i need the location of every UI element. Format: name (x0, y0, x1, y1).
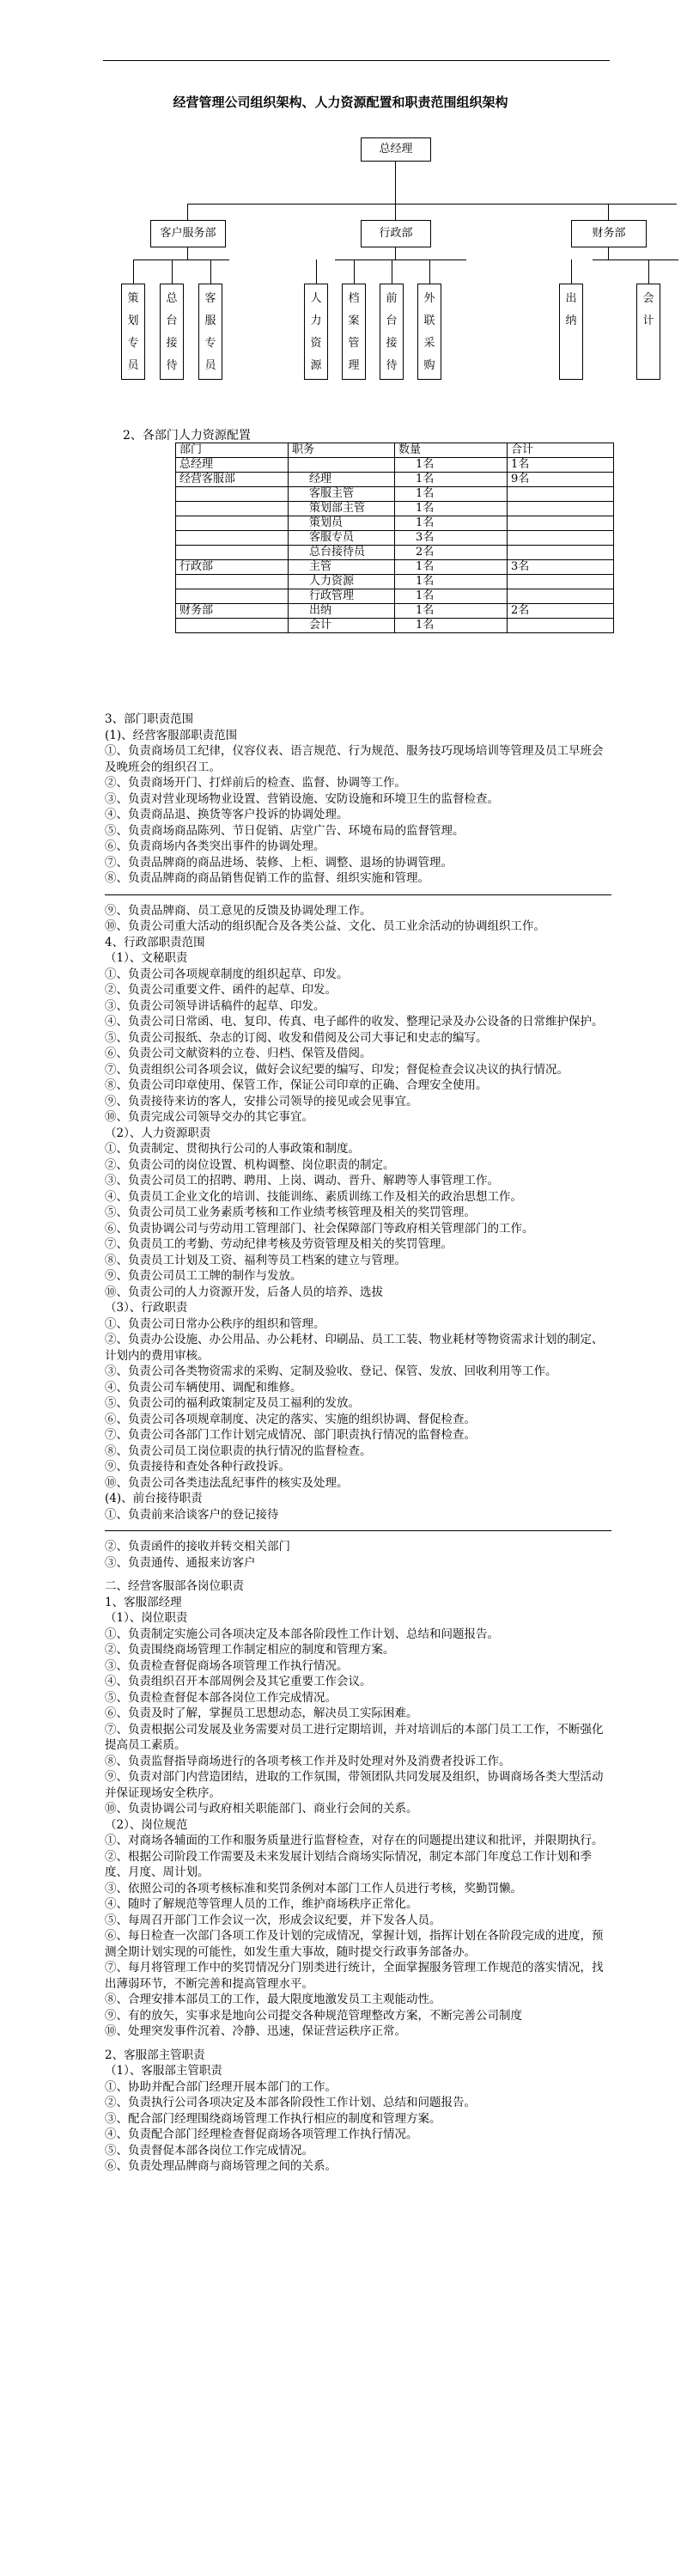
table-cell (508, 619, 614, 633)
org-sub-box: 客 服 专 员 (198, 284, 222, 380)
table-cell: 1名 (395, 575, 508, 589)
text-line: ⑥、负责商场内各类突出事件的协调处理。 (105, 839, 325, 853)
table-header-cell: 部门 (176, 443, 289, 458)
table-cell: 1名 (395, 516, 508, 531)
table-cell (176, 589, 289, 604)
text-line: ④、负责公司日常函、电、复印、传真、电子邮件的收发、整理记录及办公设备的日常维护保护。 (105, 1015, 604, 1029)
text-line: (1)、经营客服部职责范围 (105, 728, 238, 742)
text-line: ⑧、合理安排本部员工的工作，最大限度地激发员工主观能动性。 (105, 1993, 441, 2006)
text-line: ⑧、负责员工计划及工资、福利等员工档案的建立与管理。 (105, 1253, 406, 1267)
table-cell (176, 619, 289, 633)
text-line: ③、依照公司的各项考核标准和奖罚条例对本部门工作人员进行考核，奖勤罚懒。 (105, 1881, 522, 1895)
org-sub-box: 策 划 专 员 (121, 284, 145, 380)
table-cell: 策划部主管 (289, 502, 395, 516)
staffing-heading: 2、各部门人力资源配置 (123, 429, 251, 443)
text-line: ②、负责公司的岗位设置、机构调整、岗位职责的制定。 (105, 1157, 395, 1172)
table-row (176, 575, 614, 589)
table-cell: 1名 (395, 502, 508, 516)
text-line: ⑤、负责公司员工业务素质考核和工作业绩考核管理及相关的奖罚管理。 (105, 1206, 476, 1219)
table-cell: 1名 (395, 589, 508, 604)
table-cell: 2名 (395, 546, 508, 560)
table-cell: 行政管理 (289, 589, 395, 604)
table-cell (508, 502, 614, 516)
table-cell: 客服专员 (289, 531, 395, 546)
table-row (176, 604, 614, 619)
text-line: ①、负责公司各项规章制度的组织起草、印发。 (105, 967, 349, 981)
table-cell: 会计 (289, 619, 395, 633)
table-cell (508, 589, 614, 604)
text-line: ①、负责公司日常办公秩序的组织和管理。 (105, 1316, 325, 1331)
table-row (176, 531, 614, 546)
text-line: ①、对商场各辅面的工作和服务质量进行监督检查，对存在的问题提出建议和批评，并限期执行。 (105, 1834, 604, 1847)
table-cell: 3名 (508, 560, 614, 575)
text-line: ⑨、负责品牌商、员工意见的反馈及协调处理工作。 (105, 903, 372, 918)
table-row (176, 473, 614, 487)
org-sub-box: 档 案 管 理 (342, 284, 366, 380)
text-line: ⑩、负责协调公司与政府相关职能部门、商业行会间的关系。 (105, 1802, 418, 1816)
text-line: ①、协助并配合部门经理开展本部门的工作。 (105, 2079, 337, 2094)
table-cell: 总台接待员 (289, 546, 395, 560)
text-line: ⑤、负责检查督促本部各岗位工作完成情况。 (105, 1690, 337, 1705)
text-line: ⑩、负责公司各类违法乱纪事件的核实及处理。 (105, 1475, 349, 1490)
table-cell: 1名 (395, 619, 508, 633)
table-cell (508, 487, 614, 502)
text-line: ②、根据公司阶段工作需要及未来发展计划结合商场实际情况，制定本部门年度总工作计划和季度、月度、周计划。 (105, 1849, 592, 1879)
org-sub-box: 总 台 接 待 (160, 284, 184, 380)
table-row (176, 516, 614, 531)
text-line: 4、行政部职责范围 (105, 935, 205, 949)
section-divider (105, 894, 611, 895)
text-line: ⑨、有的放矢，实事求是地向公司提交各种规范管理整改方案，不断完善公司制度 (105, 2008, 522, 2023)
text-line: ⑨、负责公司员工工牌的制作与发放。 (105, 1269, 302, 1283)
table-row (176, 487, 614, 502)
text-line: ⑦、负责公司各部门工作计划完成情况、部门职责执行情况的监督检查。 (105, 1428, 476, 1442)
text-line: 3、部门职责范围 (105, 712, 194, 726)
text-line: （1）、文秘职责 (105, 951, 188, 965)
text-line: ⑤、负责督促本部各岗位工作完成情况。 (105, 2143, 313, 2158)
table-cell: 1名 (395, 473, 508, 487)
text-line: ⑩、负责公司的人力资源开发，后备人员的培养、选拔 (105, 1285, 383, 1299)
org-sub-box: 外 联 采 购 (417, 284, 441, 380)
text-line: ①、负责制定、贯彻执行公司的人事政策和制度。 (105, 1142, 360, 1156)
table-cell: 策划员 (289, 516, 395, 531)
text-line: ③、负责公司员工的招聘、聘用、上岗、调动、晋升、解聘等人事管理工作。 (105, 1174, 499, 1187)
table-cell: 1名 (395, 458, 508, 473)
table-header-cell: 职务 (289, 443, 395, 458)
text-line: ③、负责检查督促商场各项管理工作执行情况。 (105, 1658, 349, 1673)
table-cell (508, 516, 614, 531)
text-line: ②、负责函件的接收并转交相关部门 (105, 1540, 290, 1554)
text-line: ②、负责公司重要文件、函件的起草、印发。 (105, 983, 337, 997)
table-cell: 1名 (395, 560, 508, 575)
text-line: ①、负责商场员工纪律，仪容仪表、语言规范、行为规范、服务技巧现场培训等管理及员工早班会及晚班会的组织召工。 (105, 744, 604, 774)
text-line: ①、负责前来洽谈客户的登记接待 (105, 1507, 279, 1522)
text-line: （3）、行政职责 (105, 1301, 188, 1315)
table-cell (176, 487, 289, 502)
text-line: ⑧、负责品牌商的商品销售促销工作的监督、组织实施和管理。 (105, 871, 429, 885)
table-cell: 3名 (395, 531, 508, 546)
table-cell: 人力资源 (289, 575, 395, 589)
table-cell (176, 502, 289, 516)
text-line: ③、负责公司各类物资需求的采购、定制及验收、登记、保管、发放、回收利用等工作。 (105, 1364, 557, 1378)
text-line: ④、负责组织召开本部周例会及其它重要工作会议。 (105, 1675, 372, 1688)
org-dept-customer-service: 客户服务部 (150, 220, 226, 247)
text-line: ⑦、负责品牌商的商品进场、装修、上柜、调整、退场的协调管理。 (105, 855, 453, 870)
table-cell: 9名 (508, 473, 614, 487)
text-line: ⑦、负责员工的考勤、劳动纪律考核及劳资管理及相关的奖罚管理。 (105, 1237, 453, 1251)
table-cell (176, 531, 289, 546)
table-header-cell: 数量 (395, 443, 508, 458)
text-line: ⑩、负责公司重大活动的组织配合及各类公益、文化、员工业余活动的协调组织工作。 (105, 919, 545, 933)
text-line: ⑥、负责公司文献资料的立卷、归档、保管及借阅。 (105, 1047, 372, 1060)
table-cell: 1名 (395, 487, 508, 502)
table-header-cell: 合计 (508, 443, 614, 458)
text-line: ⑥、负责及时了解，掌握员工思想动态，解决员工实际困难。 (105, 1706, 418, 1720)
text-line: ⑧、负责公司印章使用、保管工作，保证公司印章的正确、合理安全使用。 (105, 1078, 488, 1092)
section-divider (105, 1530, 611, 1531)
text-line: ④、负责员工企业文化的培训、技能训练、素质训练工作及相关的政治思想工作。 (105, 1189, 522, 1204)
table-cell: 经理 (289, 473, 395, 487)
text-line: ②、负责商场开门、打烊前后的检查、监督、协调等工作。 (105, 776, 406, 790)
text-line: ⑩、处理突发事件沉着、冷静、迅速，保证营运秩序正常。 (105, 2024, 406, 2038)
table-cell: 财务部 (176, 604, 289, 619)
text-line: ②、负责执行公司各项决定及本部各阶段性工作计划、总结和问题报告。 (105, 2096, 476, 2109)
text-line: ⑦、负责组织公司各项会议，做好会议纪要的编写、印发；督促检查会议决议的执行情况。 (105, 1062, 569, 1077)
text-line: ⑤、每周召开部门工作会议一次，形成会议纪要，并下发各人员。 (105, 1913, 441, 1927)
text-line: ⑧、负责监督指导商场进行的各项考核工作并及时处理对外及消费者投诉工作。 (105, 1754, 511, 1768)
text-line: ③、配合部门经理围绕商场管理工作执行相应的制度和管理方案。 (105, 2111, 441, 2126)
table-cell: 行政部 (176, 560, 289, 575)
table-cell (508, 531, 614, 546)
text-line: ⑥、负责协调公司与劳动用工管理部门、社会保障部门等政府相关管理部门的工作。 (105, 1221, 534, 1236)
org-sub-box: 前 台 接 待 (380, 284, 404, 380)
text-line: ②、负责围绕商场管理工作制定相应的制度和管理方案。 (105, 1643, 395, 1657)
top-rule (103, 60, 610, 61)
text-line: ⑧、负责公司员工岗位职责的执行情况的监督检查。 (105, 1444, 372, 1458)
text-line: ④、负责公司车辆使用、调配和维修。 (105, 1380, 302, 1395)
table-cell: 出纳 (289, 604, 395, 619)
table-row (176, 619, 614, 633)
org-top-box: 总经理 (361, 137, 431, 162)
text-line: ⑥、负责公司各项规章制度、决定的落实、实施的组织协调、督促检查。 (105, 1412, 476, 1426)
table-cell: 2名 (508, 604, 614, 619)
table-row (176, 589, 614, 604)
text-line: (4)、前台接待职责 (105, 1492, 203, 1505)
spacer (105, 2040, 611, 2048)
table-cell: 经营客服部 (176, 473, 289, 487)
text-line: （1）、岗位职责 (105, 1611, 188, 1625)
text-line: ①、负责制定实施公司各项决定及本部各阶段性工作计划、总结和问题报告。 (105, 1627, 499, 1641)
table-cell (289, 458, 395, 473)
text-line: ⑨、负责对部门内营造团结，进取的工作氛围，带领团队共同发展及组织，协调商场各类大型活动并保证现场安全秩序。 (105, 1770, 604, 1800)
text-line: ⑤、负责商场商品陈列、节日促销、店堂广告、环境布局的监督管理。 (105, 823, 465, 838)
table-row (176, 546, 614, 560)
table-row (176, 560, 614, 575)
table-cell (176, 575, 289, 589)
text-line: ②、负责办公设施、办公用品、办公耗材、印刷品、员工工装、物业耗材等物资需求计划的制定、计划内的费用审核。 (105, 1333, 604, 1363)
table-cell: 总经理 (176, 458, 289, 473)
responsibility-text (105, 711, 611, 2175)
text-line: （2）、岗位规范 (105, 1817, 188, 1832)
table-cell (176, 516, 289, 531)
text-line: ⑦、负责根据公司发展及业务需要对员工进行定期培训，并对培训后的本部门员工工作，不断强化提高员工素质。 (105, 1722, 604, 1752)
text-line: ⑦、每月将管理工作中的奖罚情况分门别类进行统计，全面掌握服务管理工作规范的落实情况，找出薄弱环节，不断完善和提高管理水平。 (105, 1961, 604, 1991)
text-line: ⑨、负责接待和查处各种行政投诉。 (105, 1460, 290, 1474)
text-line: ④、负责商品退、换货等客户投诉的协调处理。 (105, 808, 349, 821)
org-sub-box: 出 纳 (559, 284, 583, 380)
org-dept-finance: 财务部 (571, 220, 647, 247)
text-line: ⑤、负责公司的福利政策制定及员工福利的发放。 (105, 1396, 360, 1410)
table-cell (508, 546, 614, 560)
page-title: 经营管理公司组织架构、人力资源配置和职责范围组织架构 (173, 95, 508, 110)
table-cell: 1名 (508, 458, 614, 473)
text-line: ⑤、负责公司报纸、杂志的订阅、收发和借阅及公司大事记和史志的编写。 (105, 1030, 488, 1045)
table-cell: 客服主管 (289, 487, 395, 502)
text-line: ④、负责配合部门经理检查督促商场各项管理工作执行情况。 (105, 2127, 418, 2141)
text-line: ③、负责通传、通报来访客户 (105, 1555, 256, 1570)
table-cell (176, 546, 289, 560)
text-line: ④、随时了解规范等管理人员的工作，维护商场秩序正常化。 (105, 1897, 418, 1911)
table-cell: 主管 (289, 560, 395, 575)
spacer (105, 1571, 611, 1578)
text-line: 1、客服部经理 (105, 1595, 182, 1609)
text-line: ⑥、负责处理品牌商与商场管理之间的关系。 (105, 2159, 337, 2173)
text-line: （2）、人力资源职责 (105, 1126, 211, 1140)
table-row (176, 502, 614, 516)
org-sub-box: 会 计 (636, 284, 660, 380)
table-row (176, 458, 614, 473)
text-line: ⑩、负责完成公司领导交办的其它事宜。 (105, 1110, 313, 1124)
table-cell (508, 575, 614, 589)
table-cell: 1名 (395, 604, 508, 619)
staffing-table (175, 443, 614, 633)
org-sub-box: 人 力 资 源 (304, 284, 328, 380)
text-line: ⑥、每日检查一次部门各项工作及计划的完成情况，掌握计划，指挥计划在各阶段完成的进度，预测全期计划实现的可能性，如发生重大事故，随时提交行政事务部备办。 (105, 1929, 604, 1959)
org-dept-admin: 行政部 (361, 220, 431, 247)
text-line: 二、经营客服部各岗位职责 (105, 1579, 244, 1593)
text-line: ③、负责对营业现场物业设置、营销设施、安防设施和环境卫生的监督检查。 (105, 791, 499, 806)
text-line: ③、负责公司领导讲话稿件的起草、印发。 (105, 998, 325, 1013)
text-line: ⑨、负责接待来访的客人，安排公司领导的接见或会见事宜。 (105, 1094, 418, 1108)
text-line: （1）、客服部主管职责 (105, 2064, 222, 2078)
text-line: 2、客服部主管职责 (105, 2048, 205, 2062)
